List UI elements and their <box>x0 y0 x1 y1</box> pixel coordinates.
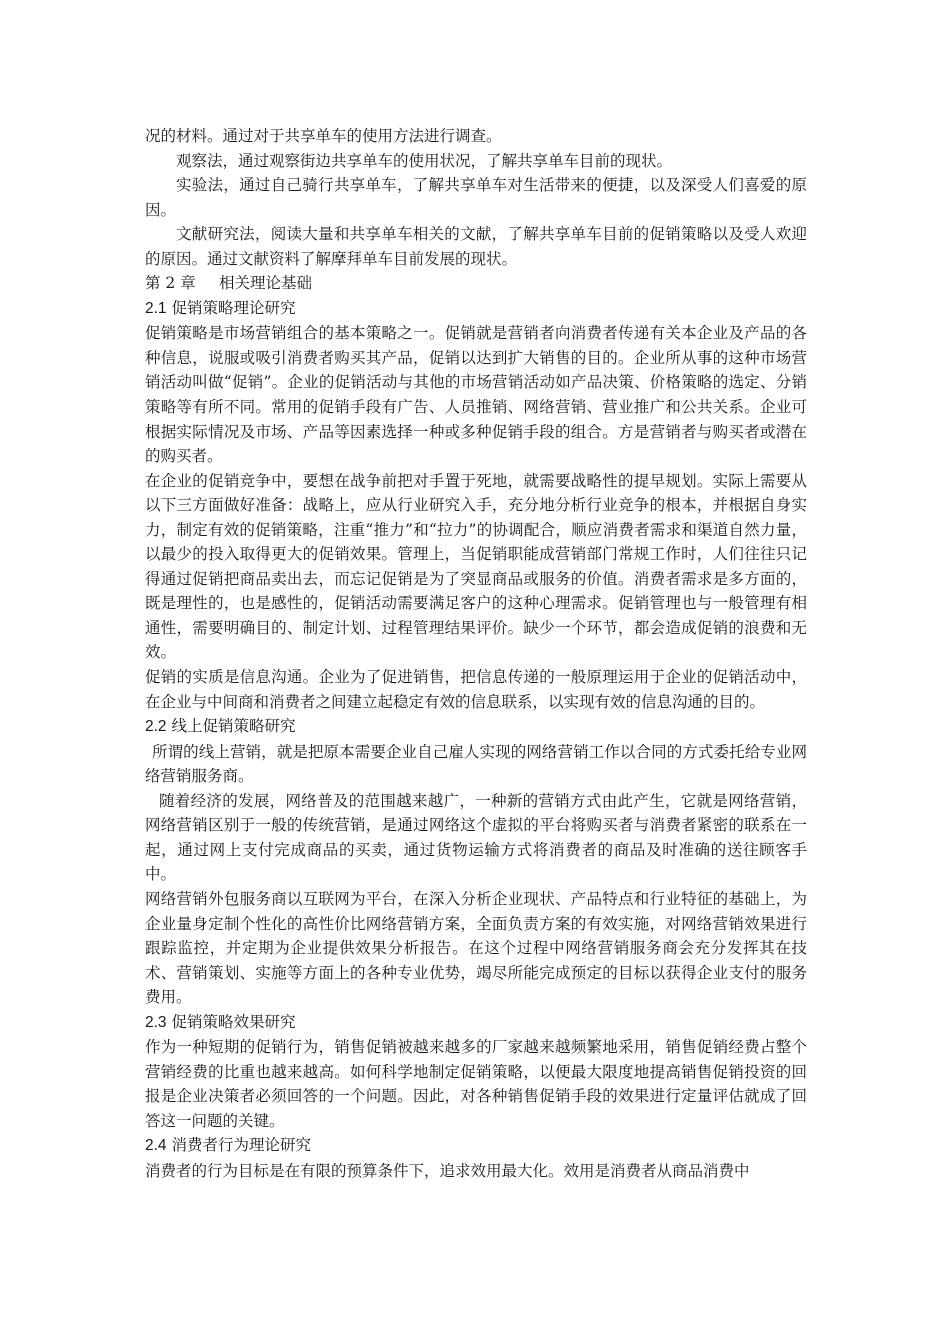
section-2-1-heading <box>145 296 807 322</box>
section-2-1-paragraph: 促销策略是市场营销组合的基本策略之一。促销就是营销者向消费者传递有关本企业及产品的各种信息，说服或吸引消费者购买其产品，促销以达到扩大销售的目的。企业所从事的这种市场营销活动叫做“促销”。企业的促销活动与其他的市场营销活动如产品决策、价格策略的选定、分销策略等有所不同。常用的促销手段有广告、人员推销、网络营销、营业推广和公共关系。企业可根据实际情况及市场、产品等因素选择一种或多种促销手段的组合。方是营销者与购买者或潜在的购买者。 <box>145 324 807 466</box>
section-2-2-title: 线上促销策略研究 <box>171 717 296 736</box>
section-2-4-title: 消费者行为理论研究 <box>171 1136 312 1155</box>
section-2-1-paragraph: 促销的实质是信息沟通。企业为了促进销售，把信息传递的一般原理运用于企业的促销活动中，在企业与中间商和消费者之间建立起稳定有效的信息联系，以实现有效的信息沟通的目的。 <box>145 668 807 711</box>
section-2-1-number: 2.1 <box>145 299 167 317</box>
paragraph-intro-continued: 况的材料。通过对于共享单车的使用方法进行调查。 <box>145 127 502 145</box>
paragraph-observation-method: 观察法，通过观察街边共享单车的使用状况，了解共享单车目前的现状。 <box>176 151 673 170</box>
section-2-2-paragraph: 所谓的线上营销，就是把原本需要企业自己雇人实现的网络营销工作以合同的方式委托给专业网络营销服务商。 <box>145 742 807 786</box>
document-page <box>145 124 807 1184</box>
section-2-4-paragraph: 消费者的行为目标是在有限的预算条件下，追求效用最大化。效用是消费者从商品消费中 <box>145 1161 750 1180</box>
section-2-3-title: 促销策略效果研究 <box>171 1012 296 1031</box>
section-2-3-paragraph: 作为一种短期的促销行为，销售促销被越来越多的厂家越来越频繁地采用，销售促销经费占整个营销经费的比重也越来越高。如何科学地制定促销策略，以便最大限度地提高销售促销投资的回报是企业决策者必须回答的一个问题。因此，对各种销售促销手段的效果进行定量评估就成了回答这一问题的关键。 <box>145 1038 807 1130</box>
section-2-4-heading <box>145 1133 807 1159</box>
chapter-2-title: 相关理论基础 <box>218 274 312 293</box>
chapter-2-heading <box>145 271 807 296</box>
section-2-1-paragraph: 在企业的促销竞争中，要想在战争前把对手置于死地，就需要战略性的提早规划。实际上需要从以下三方面做好准备：战略上，应从行业研究入手，充分地分析行业竞争的根本，并根据自身实力，制定有效的促销策略，注重“推力”和“拉力”的协调配合，顺应消费者需求和渠道自然力量，以最少的投入取得更大的促销效果。管理上，当促销职能成营销部门常规工作时，人们往往只记得通过促销把商品卖出去，而忘记促销是为了突显商品或服务的价值。消费者需求是多方面的，既是理性的，也是感性的，促销活动需要满足客户的这种心理需求。促销管理也与一般管理有相通性，需要明确目的、制定计划、过程管理结果评价。缺少一个环节，都会造成促销的浪费和无效。 <box>145 471 807 662</box>
section-2-3-heading <box>145 1010 807 1036</box>
section-2-2-paragraph: 随着经济的发展，网络普及的范围越来越广，一种新的营销方式由此产生，它就是网络营销，网络营销区别于一般的传统营销，是通过网络这个虚拟的平台将购买者与消费者紧密的联系在一起，通过网上支付完成商品的买卖，通过货物运输方式将消费者的商品及时准确的送往顾客手中。 <box>145 791 807 884</box>
paragraph-experiment-method: 实验法，通过自己骑行共享单车，了解共享单车对生活带来的便捷，以及深受人们喜爱的原因。 <box>145 176 807 219</box>
section-2-4-number: 2.4 <box>145 1137 167 1155</box>
section-2-1-title: 促销策略理论研究 <box>171 298 296 317</box>
section-2-2-number: 2.2 <box>145 718 167 736</box>
paragraph-literature-method: 文献研究法，阅读大量和共享单车相关的文献，了解共享单车目前的促销策略以及受人欢迎的原因。通过文献资料了解摩拜单车目前发展的现状。 <box>145 225 807 268</box>
chapter-2-label: 第 2 章 <box>145 274 196 293</box>
section-2-3-number: 2.3 <box>145 1013 167 1031</box>
section-2-2-heading <box>145 714 807 740</box>
section-2-2-paragraph: 网络营销外包服务商以互联网为平台，在深入分析企业现状、产品特点和行业特征的基础上，为企业量身定制个性化的高性价比网络营销方案，全面负责方案的有效实施，对网络营销效果进行跟踪监控，并定期为企业提供效果分析报告。在这个过程中网络营销服务商会充分发挥其在技术、营销策划、实施等方面上的各种专业优势，竭尽所能完成预定的目标以获得企业支付的服务费用。 <box>145 889 807 1007</box>
